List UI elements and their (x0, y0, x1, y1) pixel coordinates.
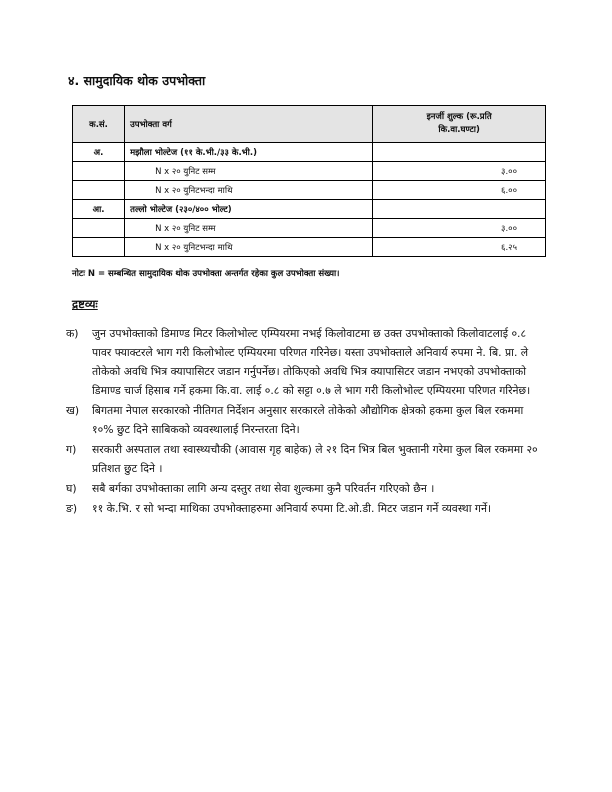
header-rate (373, 106, 546, 143)
header-rate-line2: कि.वा.घण्टा) (438, 125, 480, 135)
item-text: जुन उपभोक्ताको डिमाण्ड मिटर किलोभोल्ट एम्पियरमा नभई किलोवाटमा छ उक्त उपभोक्ताको किलोवाटलाई ०.८ पावर फ्याक्टरले भाग गरी किलोभोल्ट एम्पियरमा परिणत गरिनेछ। यस्ता उपभोक्ताले अनिवार्य रुपमा ने. बि. प्रा. ले तोकेको अवधि भित्र क्यापासिटर जडान गर्नुपर्नेछ। तोकिएको अवधि भित्र क्यापासिटर जडान नभएको उपभोक्ताको डिमाण्ड चार्ज हिसाब गर्ने हकमा कि.वा. लाई ०.८ को सट्टा ०.७ ले भाग गरी किलोभोल्ट एम्पियरमा परिणत गरिनेछ। (92, 327, 531, 397)
table-header-row (73, 106, 546, 143)
row-label: N x २० युनिट सम्म (125, 219, 373, 238)
row-rate: ६.०० (373, 181, 546, 200)
item-marker: घ) (66, 482, 77, 495)
item-text: सबै बर्गका उपभोक्ताका लागि अन्य दस्तुर तथा सेवा शुल्कमा कुनै परिवर्तन गरिएको छैन । (92, 482, 435, 495)
row-rate: ६.२५ (373, 238, 546, 257)
table-row-group-aa (73, 200, 546, 219)
observations-title: द्रष्टव्यः (72, 297, 98, 311)
list-item (66, 499, 546, 518)
header-sn: क.सं. (73, 106, 125, 143)
empty-cell (73, 238, 125, 257)
header-rate-line1: इनर्जी शुल्क (रू.प्रति (426, 112, 492, 122)
list-item (66, 479, 546, 498)
table-row (73, 238, 546, 257)
item-marker: ङ) (66, 502, 78, 515)
tariff-table (72, 105, 546, 257)
item-text: बिगतमा नेपाल सरकारको नीतिगत निर्देशन अनुसार सरकारले तोकेको औद्योगिक क्षेत्रको हकमा कुल बिल रकममा १०% छुट दिने साबिकको व्यवस्थालाई निरन्तरता दिने। (92, 404, 524, 436)
header-category: उपभोक्ता वर्ग (125, 106, 373, 143)
list-item (66, 324, 546, 400)
group-name: तल्लो भोल्टेज (२३०/४०० भोल्ट) (125, 200, 373, 219)
table-row (73, 181, 546, 200)
row-rate: ३.०० (373, 162, 546, 181)
empty-cell (73, 162, 125, 181)
item-text: सरकारी अस्पताल तथा स्वास्थ्यचौकी (आवास गृह बाहेक) ले २१ दिन भित्र बिल भुक्तानी गरेमा कुल बिल रकममा २० प्रतिशत छुट दिने । (92, 443, 538, 475)
group-sn: अ. (73, 143, 125, 162)
table-row-group-a (73, 143, 546, 162)
table-row (73, 162, 546, 181)
group-name: मझौला भोल्टेज (११ के.भी./३३ के.भी.) (125, 143, 373, 162)
empty-cell (73, 219, 125, 238)
group-sn: आ. (73, 200, 125, 219)
row-label: N x २० युनिटभन्दा माथि (125, 181, 373, 200)
item-marker: ख) (66, 404, 80, 417)
observations-list (66, 324, 546, 519)
table-row (73, 219, 546, 238)
empty-cell (73, 181, 125, 200)
list-item (66, 401, 546, 439)
item-text: ११ के.भि. र सो भन्दा माथिका उपभोक्ताहरुमा अनिवार्य रुपमा टि.ओ.डी. मिटर जडान गर्ने व्यवस्था गर्ने। (92, 502, 492, 515)
section-heading: ४. सामुदायिक थोक उपभोक्ता (68, 73, 206, 88)
empty-cell (373, 143, 546, 162)
list-item (66, 440, 546, 478)
row-label: N x २० युनिट सम्म (125, 162, 373, 181)
table-note: नोटः N = सम्बन्धित सामुदायिक थोक उपभोक्ता अन्तर्गत रहेका कुल उपभोक्ता संख्या। (72, 269, 340, 279)
empty-cell (373, 200, 546, 219)
item-marker: ग) (66, 443, 77, 456)
row-rate: ३.०० (373, 219, 546, 238)
row-label: N x २० युनिटभन्दा माथि (125, 238, 373, 257)
item-marker: क) (66, 327, 79, 340)
